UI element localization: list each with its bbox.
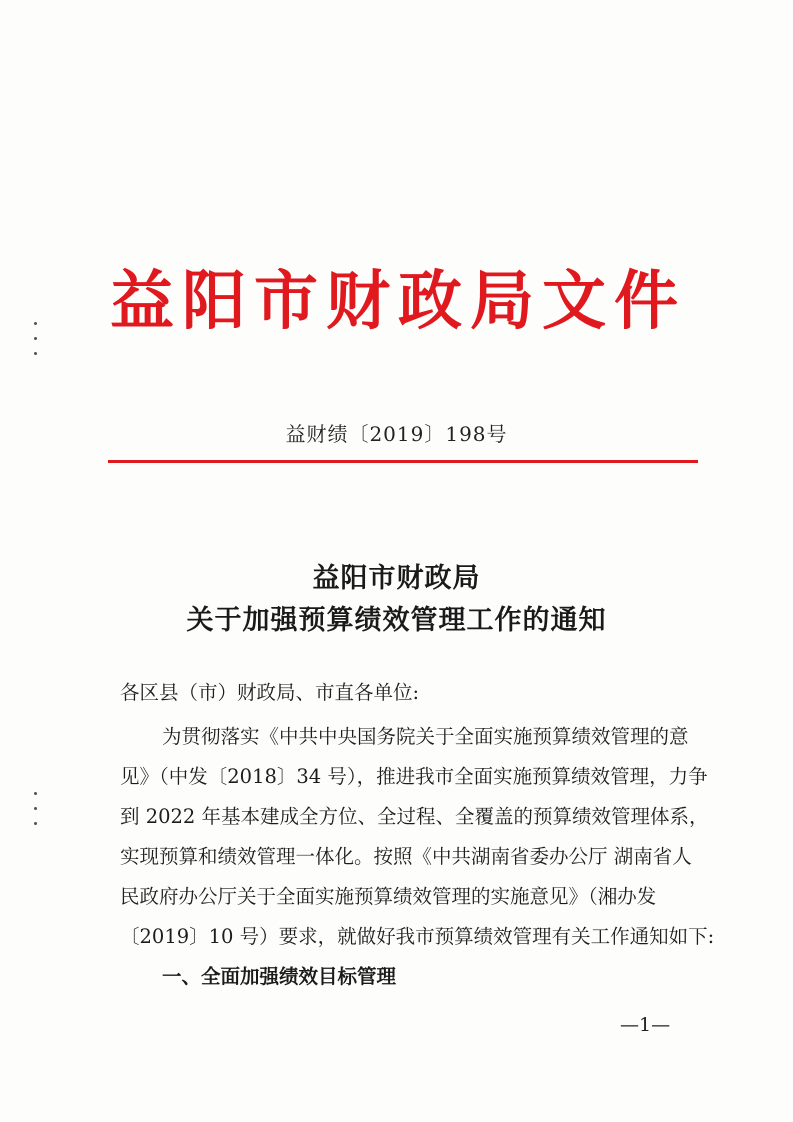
paragraph-line: 〔2019〕10 号）要求，就做好我市预算绩效管理有关工作通知如下: (120, 925, 715, 948)
document-number: 益财绩〔2019〕198号 (285, 422, 508, 446)
paragraph-line: 为贯彻落实《中共中央国务院关于全面实施预算绩效管理的意 (162, 725, 689, 748)
org-header-title: 益阳市财政局文件 (110, 265, 686, 339)
salutation: 各区县（市）财政局、市直各单位: (120, 681, 420, 704)
scan-margin-marks-bottom (34, 792, 42, 837)
scan-margin-marks-top (34, 322, 42, 367)
section-heading: 一、全面加强绩效目标管理 (162, 965, 397, 988)
paragraph-line: 民政府办公厅关于全面实施预算绩效管理的实施意见》（湘办发 (120, 885, 657, 908)
red-separator-line (108, 460, 698, 463)
notice-title-line2: 关于加强预算绩效管理工作的通知 (186, 605, 607, 636)
page-number: —1— (620, 1014, 671, 1036)
paragraph-line: 见》（中发〔2018〕34 号），推进我市全面实施预算绩效管理，力争 (120, 765, 708, 788)
paragraph-line: 到 2022 年基本建成全方位、全过程、全覆盖的预算绩效管理体系， (120, 805, 709, 828)
paragraph-line: 实现预算和绩效管理一体化。按照《中共湖南省委办公厅 湖南省人 (120, 845, 692, 868)
notice-title-line1: 益阳市财政局 (312, 563, 481, 594)
